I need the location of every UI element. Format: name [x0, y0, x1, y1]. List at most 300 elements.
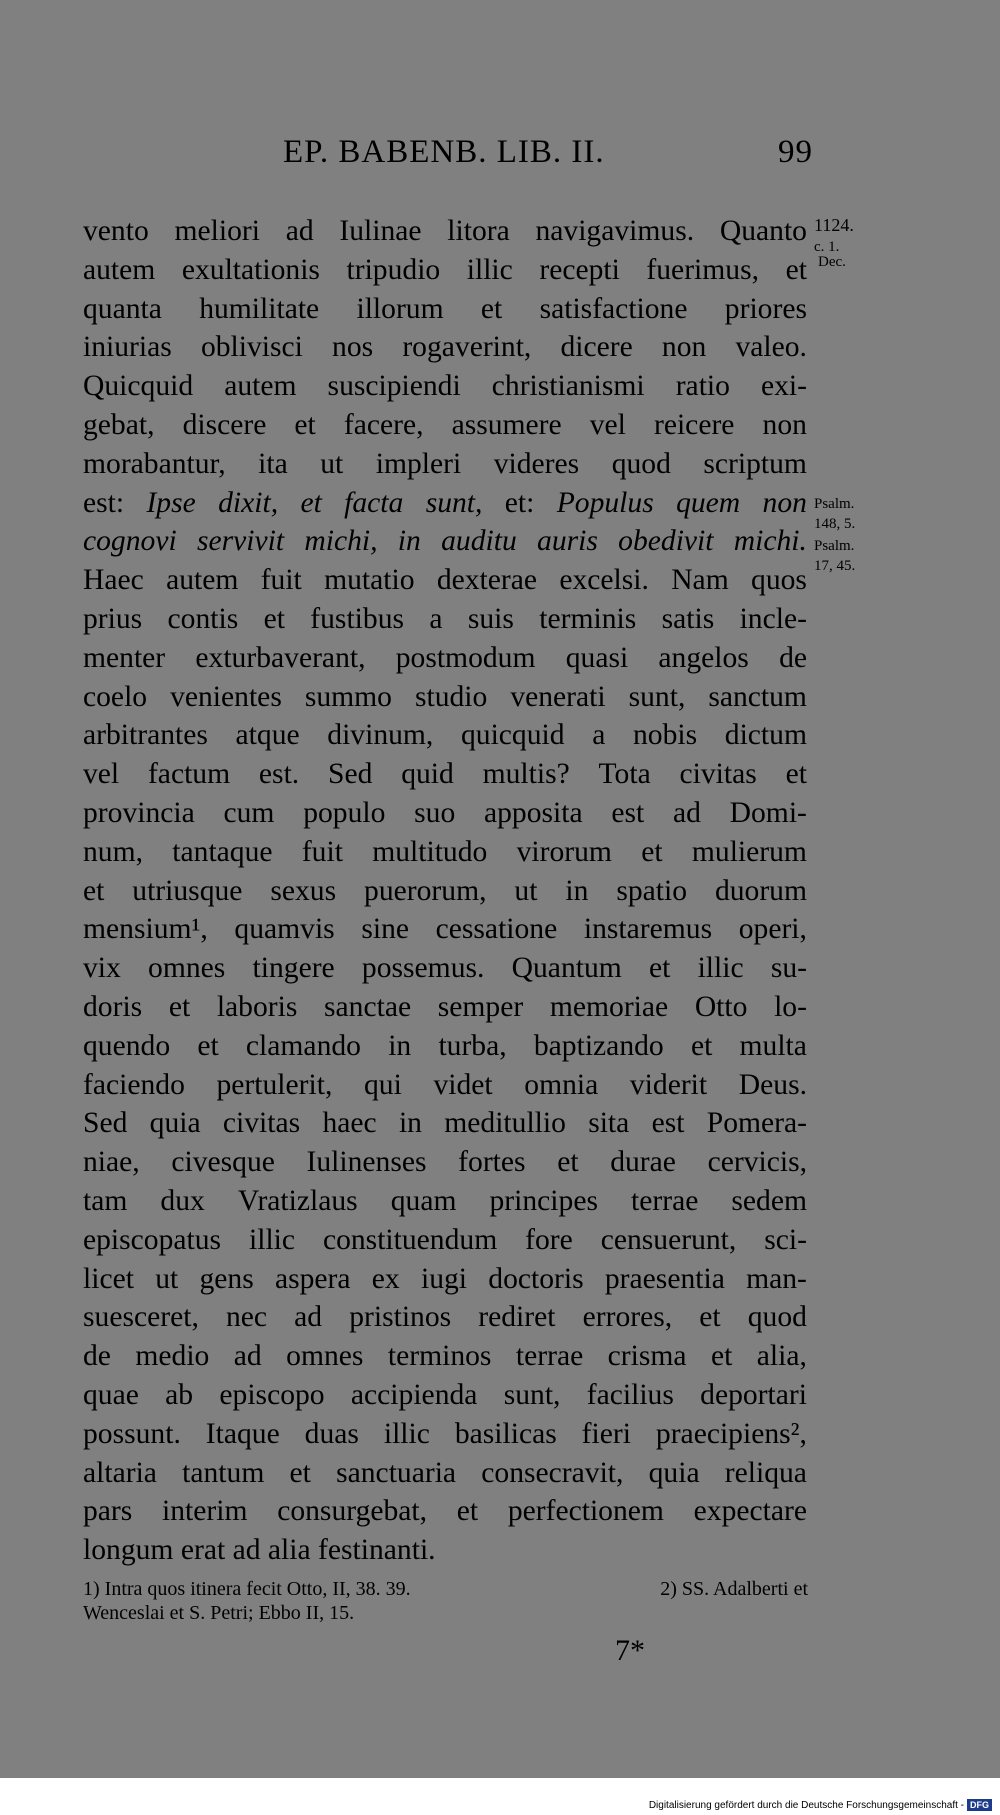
word: et:	[504, 486, 535, 519]
word: sexus	[270, 874, 337, 907]
page-header	[0, 128, 1000, 178]
word: et	[294, 408, 316, 441]
word: erat	[180, 1534, 233, 1567]
word: vel	[83, 758, 120, 791]
word: videt	[433, 1068, 493, 1101]
word: factum	[147, 758, 231, 791]
text-line	[83, 872, 807, 911]
word: quanta	[83, 292, 162, 325]
word: alia	[267, 1534, 319, 1567]
text-line	[83, 406, 807, 445]
word: servivit	[196, 525, 285, 558]
word: interim	[162, 1495, 248, 1528]
word: pars	[83, 1495, 133, 1528]
word: haec	[322, 1107, 377, 1140]
word: facta	[344, 486, 404, 519]
word: episcopo	[219, 1378, 325, 1411]
signature-mark: 7*	[615, 1634, 645, 1667]
word: mulierum	[691, 835, 807, 868]
word: satis	[661, 602, 715, 635]
word: dicere	[560, 331, 633, 364]
word: tam	[83, 1184, 128, 1217]
word: tripudio	[346, 253, 441, 286]
margin-note-line: Psalm.	[814, 496, 855, 512]
text-line	[83, 367, 807, 406]
word: exultationis	[181, 253, 320, 286]
word: viderit	[629, 1068, 708, 1101]
word: michi.	[733, 525, 807, 558]
margin-note-line: 17, 45.	[814, 558, 856, 574]
word: rediret	[478, 1301, 556, 1334]
word: sci-	[764, 1223, 807, 1256]
word: durae	[610, 1146, 676, 1179]
word: quid	[401, 758, 454, 791]
word: possemus.	[361, 952, 485, 985]
word: possunt.	[83, 1417, 181, 1450]
word: ab	[165, 1378, 194, 1411]
word: ratio	[675, 370, 730, 403]
word: festinanti.	[318, 1534, 436, 1567]
word: et	[480, 292, 503, 325]
word: spatio	[616, 874, 688, 907]
word: illorum	[356, 292, 444, 325]
word: christianismi	[491, 370, 645, 403]
text-line	[83, 561, 807, 600]
word: tantum	[182, 1456, 265, 1489]
word: civitas	[679, 758, 757, 791]
word: constituendum	[322, 1223, 498, 1256]
word: multis?	[482, 758, 570, 791]
word: valeo.	[735, 331, 807, 364]
word: ad	[232, 1534, 268, 1567]
word: clamando	[245, 1029, 361, 1062]
word: sanctuaria	[336, 1456, 457, 1489]
credit-text: Digitalisierung gefördert durch die Deutsche Forschungsgemeinschaft -	[648, 1799, 964, 1811]
margin-note-psalm-148	[814, 497, 896, 532]
word: episcopatus	[83, 1223, 222, 1256]
word: quasi	[565, 641, 629, 674]
word: quos	[751, 564, 807, 597]
word: ex	[371, 1262, 400, 1295]
word: mensium¹,	[83, 913, 208, 946]
text-line	[83, 212, 807, 251]
word: Haec	[83, 564, 144, 597]
word: gens	[199, 1262, 254, 1295]
word: virorum	[516, 835, 612, 868]
word: medio	[135, 1340, 210, 1373]
word: quem	[676, 486, 741, 519]
word: litora	[447, 215, 510, 247]
text-line	[83, 522, 807, 561]
text-line	[83, 600, 807, 639]
word: quae	[83, 1378, 139, 1411]
word: provincia	[83, 796, 195, 829]
word: michi,	[304, 525, 378, 558]
word: obedivit	[618, 525, 714, 558]
word: sunt,	[503, 1378, 561, 1411]
word: divinum,	[327, 719, 434, 752]
word: consecravit,	[481, 1456, 624, 1489]
word: cum	[223, 796, 275, 829]
word: non	[661, 331, 707, 364]
word: niae,	[83, 1146, 140, 1179]
word: terrae	[631, 1184, 699, 1217]
word: vix	[83, 952, 121, 985]
word: qui	[364, 1068, 402, 1101]
word: deportari	[700, 1378, 807, 1411]
word: dixit,	[218, 486, 279, 519]
word: praecipiens²,	[655, 1417, 807, 1450]
text-line	[83, 794, 807, 833]
word: sanctum	[708, 680, 807, 713]
word: perfectionem	[507, 1495, 664, 1528]
word: venerati	[510, 680, 606, 713]
word: pristinos	[349, 1301, 452, 1334]
word: gebat,	[83, 408, 155, 441]
word: fuit	[260, 564, 302, 597]
word: omnes	[148, 952, 226, 985]
word: postmodum	[395, 641, 536, 674]
word: quod	[611, 447, 671, 480]
margin-note-line: Psalm.	[814, 538, 855, 554]
word: nec	[225, 1301, 268, 1334]
word: reicere	[653, 408, 735, 441]
word: nobis	[632, 719, 698, 752]
word: navigavimus.	[535, 215, 695, 247]
word: a	[429, 602, 443, 635]
word: terminis	[539, 602, 637, 635]
word: menter	[83, 641, 166, 674]
word: autem	[166, 564, 239, 597]
word: in	[388, 1029, 412, 1062]
text-line	[83, 484, 807, 523]
word: et	[263, 602, 285, 635]
text-line	[83, 1376, 807, 1415]
word: est.	[258, 758, 300, 791]
word: multa	[739, 1029, 807, 1062]
word: exturbaverant,	[195, 641, 366, 674]
word: facere,	[343, 408, 424, 441]
word: Quanto	[719, 215, 807, 247]
word: coelo	[83, 680, 148, 713]
word: civitas	[222, 1107, 301, 1140]
word: Populus	[556, 486, 654, 519]
word: altaria	[83, 1456, 157, 1489]
word: vel	[589, 408, 626, 441]
word: et	[168, 990, 191, 1023]
word: suesceret,	[83, 1301, 199, 1334]
text-line	[83, 949, 807, 988]
word: arbitrantes	[83, 719, 208, 752]
text-line	[83, 1415, 807, 1454]
word: doris	[83, 990, 143, 1023]
word: pertulerit,	[216, 1068, 333, 1101]
word: de	[779, 641, 807, 674]
word: quam	[390, 1184, 457, 1217]
word: excelsi.	[559, 564, 649, 597]
word: consurgebat,	[277, 1495, 428, 1528]
word: quia	[648, 1456, 700, 1489]
word: longum	[83, 1534, 181, 1567]
word: illic	[466, 253, 513, 286]
word: cessatione	[435, 913, 558, 946]
word: et	[785, 253, 807, 286]
word: operi,	[738, 913, 807, 946]
word: cognovi	[83, 525, 177, 558]
word: su-	[770, 952, 807, 985]
word: humilitate	[199, 292, 320, 325]
word: priores	[724, 292, 807, 325]
word: a	[592, 719, 606, 752]
text-line	[83, 251, 807, 290]
word: est	[651, 1107, 685, 1140]
word: Itaque	[205, 1417, 280, 1450]
word: Quantum	[511, 952, 622, 985]
text-line	[83, 755, 807, 794]
word: in	[397, 525, 421, 558]
word: errores,	[582, 1301, 673, 1334]
word: omnia	[524, 1068, 599, 1101]
word: vento	[83, 215, 149, 247]
text-line	[83, 1337, 807, 1376]
word: est:	[83, 486, 125, 519]
text-line	[83, 445, 807, 484]
word: censuerunt,	[600, 1223, 737, 1256]
word: Domi-	[729, 796, 807, 829]
word: auris	[537, 525, 598, 558]
word: discere	[182, 408, 267, 441]
word: ita	[258, 447, 288, 480]
word: tantaque	[172, 835, 273, 868]
text-line	[83, 1104, 807, 1143]
word: praesentia	[604, 1262, 725, 1295]
word: illic	[697, 952, 744, 985]
word: sanctae	[324, 990, 412, 1023]
word: Deus.	[738, 1068, 807, 1101]
word: aspera	[274, 1262, 351, 1295]
word: prius	[83, 602, 143, 635]
word: sedem	[731, 1184, 807, 1217]
word: non	[762, 486, 807, 519]
word: impleri	[375, 447, 462, 480]
text-line	[83, 1143, 807, 1182]
word: tingere	[252, 952, 335, 985]
word: morabantur,	[83, 447, 226, 480]
word: Nam	[671, 564, 729, 597]
word: memoriae	[549, 990, 669, 1023]
word: fuerimus,	[646, 253, 760, 286]
word: assumere	[451, 408, 562, 441]
word: suis	[467, 602, 514, 635]
word: et	[557, 1146, 579, 1179]
word: terminos	[387, 1340, 492, 1373]
text-line	[83, 639, 807, 678]
page-number: 99	[778, 134, 813, 170]
margin-note-line: 148, 5.	[814, 516, 856, 532]
word: et	[641, 835, 663, 868]
word: Iulinae	[339, 215, 422, 247]
text-line	[83, 1260, 807, 1299]
word: ad	[285, 215, 314, 247]
word: suscipiendi	[327, 370, 461, 403]
text-line	[83, 1066, 807, 1105]
word: ad	[233, 1340, 262, 1373]
word: lo-	[774, 990, 807, 1023]
word: autem	[224, 370, 297, 403]
word: illic	[383, 1417, 430, 1450]
word: Vratizlaus	[237, 1184, 358, 1217]
margin-note-line: Dec.	[818, 254, 846, 270]
text-line	[83, 833, 807, 872]
text-line	[83, 1182, 807, 1221]
word: multitudo	[372, 835, 488, 868]
word: angelos	[658, 641, 749, 674]
word: fortes	[458, 1146, 526, 1179]
word: dux	[160, 1184, 205, 1217]
word: summo	[304, 680, 392, 713]
word: est	[611, 796, 645, 829]
word: terrae	[515, 1340, 584, 1373]
word: quamvis	[234, 913, 335, 946]
word: crisma	[607, 1340, 687, 1373]
word: civesque	[171, 1146, 275, 1179]
word: alia,	[756, 1340, 807, 1373]
word: fuit	[301, 835, 343, 868]
word: incle-	[739, 602, 807, 635]
word: cervicis,	[707, 1146, 807, 1179]
word: basilicas	[454, 1417, 557, 1450]
word: Quicquid	[83, 370, 194, 403]
word: mutatio	[324, 564, 415, 597]
word: ad	[294, 1301, 323, 1334]
word: num,	[83, 835, 144, 868]
text-line	[83, 910, 807, 949]
footnote-1: 1) Intra quos itinera fecit Otto, II, 38. 39.	[83, 1578, 411, 1600]
text-line	[83, 1298, 807, 1337]
word: et	[289, 1456, 311, 1489]
word: facilius	[586, 1378, 674, 1411]
word: videres	[493, 447, 580, 480]
text-line	[83, 988, 807, 1027]
word: quendo	[83, 1029, 171, 1062]
word: omnes	[286, 1340, 364, 1373]
word: ut	[514, 874, 538, 907]
word: satisfactione	[539, 292, 688, 325]
word: sunt,	[425, 486, 483, 519]
word: quicquid	[460, 719, 565, 752]
word: apposita	[484, 796, 583, 829]
word: duas	[304, 1417, 359, 1450]
word: et	[197, 1029, 219, 1062]
word: fieri	[581, 1417, 631, 1450]
footnote-1-continued: Wenceslai et S. Petri; Ebbo II, 15.	[83, 1602, 355, 1624]
word: et	[456, 1495, 479, 1528]
word: in	[565, 874, 589, 907]
word: atque	[235, 719, 300, 752]
word: populo	[303, 796, 386, 829]
word: ut	[320, 447, 344, 480]
word: baptizando	[533, 1029, 664, 1062]
word: Pomera-	[706, 1107, 807, 1140]
text-line	[83, 716, 807, 755]
word: et	[300, 486, 322, 519]
text-line	[83, 678, 807, 717]
word: scriptum	[703, 447, 807, 480]
text-line	[83, 1492, 807, 1531]
word: faciendo	[83, 1068, 185, 1101]
word: Ipse	[146, 486, 196, 519]
word: nos	[332, 331, 374, 364]
word: meditullio	[444, 1107, 566, 1140]
word: sine	[361, 913, 409, 946]
word: oblivisci	[200, 331, 303, 364]
word: puerorum,	[364, 874, 487, 907]
word: Sed	[83, 1107, 128, 1140]
word: meliori	[174, 215, 260, 247]
word: doctoris	[488, 1262, 584, 1295]
word: contis	[167, 602, 239, 635]
word: Sed	[328, 758, 373, 791]
word: expectare	[693, 1495, 807, 1528]
dfg-logo: DFG	[967, 1799, 992, 1811]
word: recepti	[539, 253, 620, 286]
word: Otto	[694, 990, 748, 1023]
text-line	[83, 1221, 807, 1260]
word: exi-	[760, 370, 807, 403]
word: et	[649, 952, 671, 985]
word: in	[398, 1107, 422, 1140]
word: sita	[588, 1107, 630, 1140]
word: Tota	[598, 758, 651, 791]
word: semper	[437, 990, 524, 1023]
text-line	[83, 1454, 807, 1493]
word: fore	[525, 1223, 573, 1256]
margin-note-date	[814, 216, 896, 270]
word: utriusque	[132, 874, 243, 907]
word: et	[785, 758, 807, 791]
word: suo	[414, 796, 456, 829]
word: reliqua	[724, 1456, 807, 1489]
credit-bar	[0, 1778, 1000, 1815]
footnotes	[83, 1577, 808, 1625]
word: non	[762, 408, 807, 441]
word: illic	[249, 1223, 296, 1256]
word: rogaverint,	[402, 331, 532, 364]
text-line	[83, 1027, 807, 1066]
running-title: EP. BABENB. LIB. II.	[283, 134, 605, 170]
margin-note-line: 1124.	[814, 215, 854, 235]
word: et	[699, 1301, 721, 1334]
word: principes	[489, 1184, 598, 1217]
footnote-2: 2) SS. Adalberti et	[660, 1578, 808, 1600]
text-line	[83, 290, 807, 329]
word: accipienda	[350, 1378, 478, 1411]
margin-note-line: c. 1.	[814, 239, 840, 255]
word: venientes	[170, 680, 282, 713]
word: duorum	[714, 874, 807, 907]
word: quod	[747, 1301, 807, 1334]
word: man-	[746, 1262, 807, 1295]
margin-note-psalm-17	[814, 539, 896, 574]
word: ad	[672, 796, 701, 829]
word: auditu	[441, 525, 517, 558]
word: ut	[155, 1262, 179, 1295]
text-line	[83, 1531, 807, 1570]
word: quia	[149, 1107, 201, 1140]
word: et	[711, 1340, 733, 1373]
word: studio	[414, 680, 488, 713]
word: turba,	[438, 1029, 507, 1062]
